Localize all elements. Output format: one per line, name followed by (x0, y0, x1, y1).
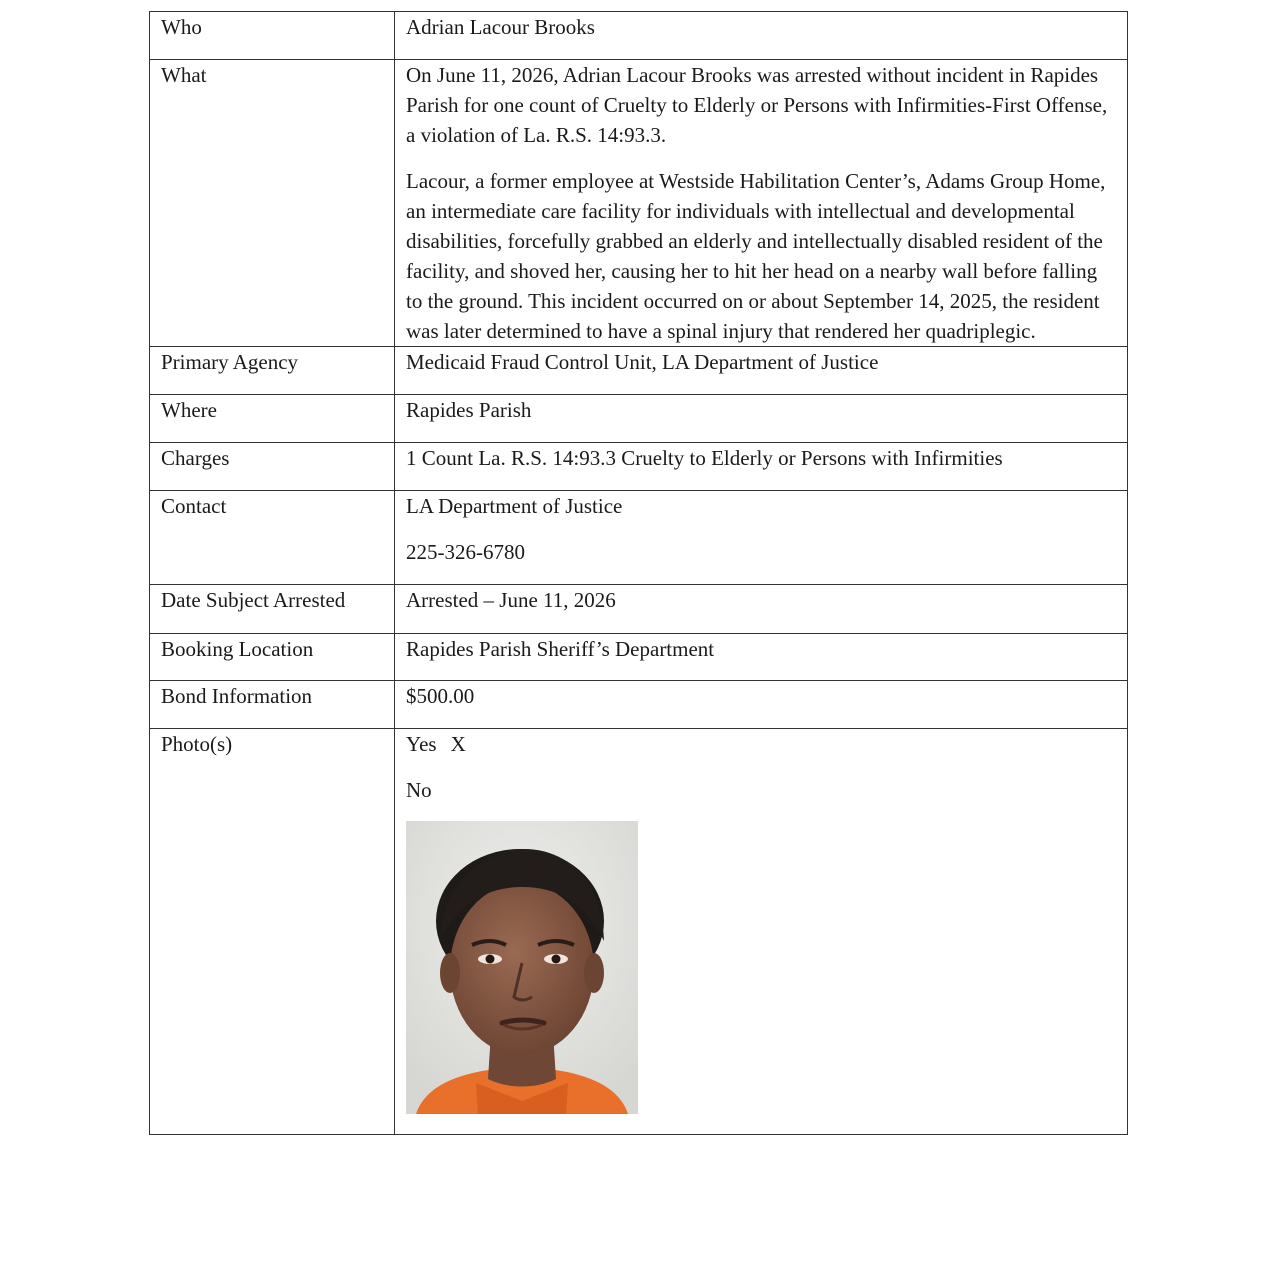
charges-value-cell (395, 443, 1128, 491)
contact-label: Contact (161, 494, 227, 518)
photo-yes-label: Yes (406, 732, 437, 756)
booking-photo (406, 821, 638, 1114)
what-label-cell (150, 60, 395, 347)
portrait-illustration (406, 821, 638, 1114)
agency-value: Medicaid Fraud Control Unit, LA Department of Justice (406, 350, 879, 374)
photos-value-cell (395, 729, 1128, 1135)
what-paragraph-1: On June 11, 2026, Adrian Lacour Brooks was arrested without incident in Rapides Parish for one count of Cruelty to Elderly or Persons with Infirmities-First Offense, a violation of La. R.S. 14:93.3. (406, 63, 1108, 147)
charges-label: Charges (161, 446, 230, 470)
booking-value: Rapides Parish Sheriff’s Department (406, 637, 715, 661)
bond-value: $500.00 (406, 684, 475, 708)
bond-label-cell (150, 681, 395, 729)
arrested-value-cell (395, 585, 1128, 634)
arrest-report-table (149, 11, 1128, 1135)
photo-yes-mark: X (450, 732, 466, 756)
row-primary-agency (150, 347, 1128, 395)
charges-value: 1 Count La. R.S. 14:93.3 Cruelty to Elderly or Persons with Infirmities (406, 446, 1003, 470)
contact-organization: LA Department of Justice (406, 494, 623, 518)
who-value: Adrian Lacour Brooks (406, 15, 595, 39)
bond-value-cell (395, 681, 1128, 729)
what-value-cell (395, 60, 1128, 347)
contact-label-cell (150, 491, 395, 585)
contact-phone: 225-326-6780 (406, 540, 525, 564)
who-value-cell (395, 12, 1128, 60)
photos-label: Photo(s) (161, 732, 233, 756)
photo-no-line: No (406, 778, 432, 802)
agency-label-cell (150, 347, 395, 395)
who-label: Who (161, 15, 202, 39)
contact-value-cell (395, 491, 1128, 585)
row-bond (150, 681, 1128, 729)
row-charges (150, 443, 1128, 491)
where-label-cell (150, 395, 395, 443)
agency-label: Primary Agency (161, 350, 299, 374)
arrested-value: Arrested – June 11, 2026 (406, 588, 616, 612)
row-photos (150, 729, 1128, 1135)
booking-value-cell (395, 634, 1128, 681)
where-value: Rapides Parish (406, 398, 532, 422)
what-paragraph-2: Lacour, a former employee at Westside Habilitation Center’s, Adams Group Home, an intermediate care facility for individuals with intellectual and developmental disabilities, forcefully grabbed an elderly and intellectually disabled resident of the facility, and shoved her, causing her to hit her head on a nearby wall before falling to the ground. This incident occurred on or about September 14, 2025, the resident was later determined to have a spinal injury that rendered her quadriplegic. (406, 169, 1106, 343)
photo-yes-line (406, 729, 1115, 759)
booking-label-cell (150, 634, 395, 681)
photos-label-cell (150, 729, 395, 1135)
arrested-label: Date Subject Arrested (161, 588, 346, 612)
row-booking-location (150, 634, 1128, 681)
where-value-cell (395, 395, 1128, 443)
row-what (150, 60, 1128, 347)
row-contact (150, 491, 1128, 585)
where-label: Where (161, 398, 217, 422)
booking-label: Booking Location (161, 637, 314, 661)
who-label-cell (150, 12, 395, 60)
arrested-label-cell (150, 585, 395, 634)
row-who (150, 12, 1128, 60)
row-where (150, 395, 1128, 443)
row-date-arrested (150, 585, 1128, 634)
what-label: What (161, 63, 207, 87)
bond-label: Bond Information (161, 684, 313, 708)
agency-value-cell (395, 347, 1128, 395)
charges-label-cell (150, 443, 395, 491)
